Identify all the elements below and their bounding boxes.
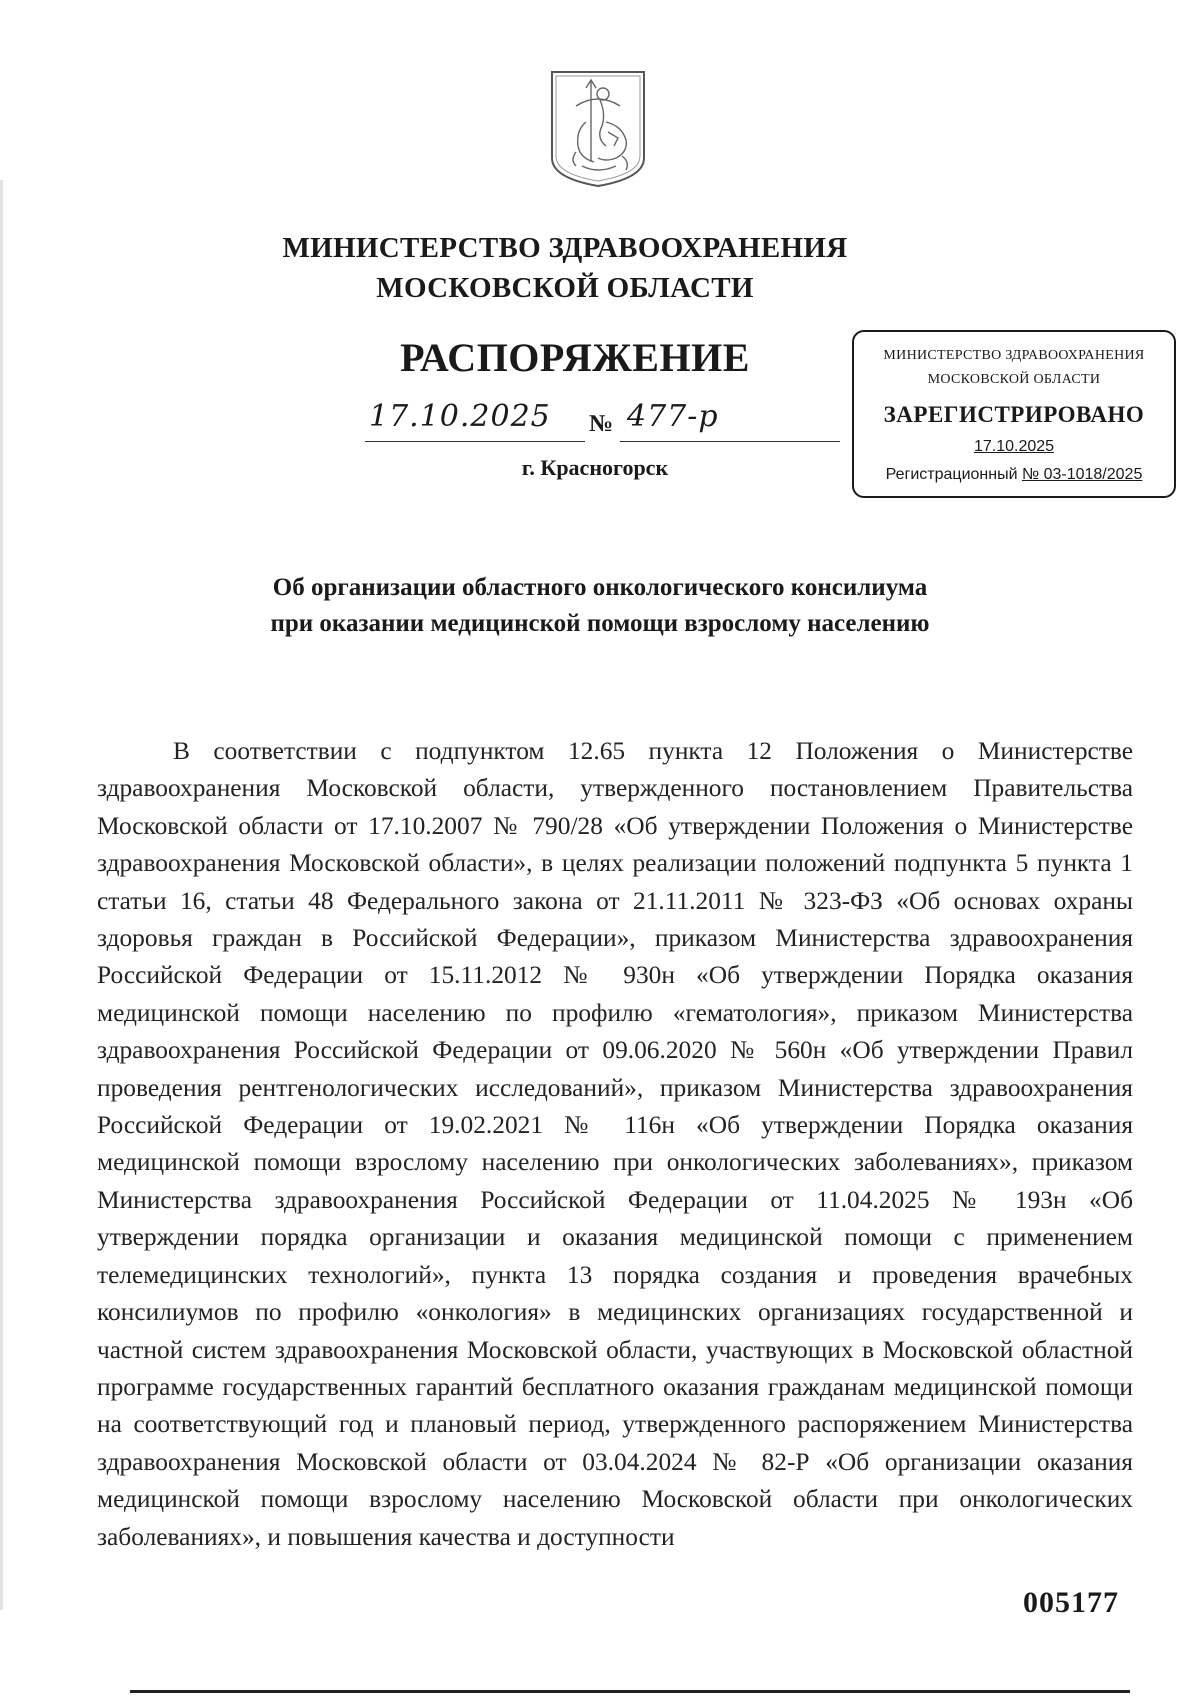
subject-line-1: Об организации областного онкологического консилиума bbox=[272, 574, 928, 601]
scan-edge-shadow bbox=[0, 180, 3, 1610]
stamp-date bbox=[854, 438, 1174, 456]
stamp-reg-label: Регистрационный bbox=[885, 466, 1018, 483]
coat-of-arms-icon bbox=[546, 66, 650, 190]
stamp-org-line-1: МИНИСТЕРСТВО ЗДРАВООХРАНЕНИЯ bbox=[883, 348, 1145, 363]
ministry-line-2: МОСКОВСКОЙ ОБЛАСТИ bbox=[376, 272, 754, 304]
date-number-line bbox=[365, 395, 840, 443]
document-type: РАСПОРЯЖЕНИЕ bbox=[400, 335, 750, 380]
registration-stamp bbox=[852, 330, 1176, 498]
city-label: г. Красногорск bbox=[521, 455, 669, 480]
stamp-status: ЗАРЕГИСТРИРОВАНО bbox=[883, 402, 1145, 427]
ministry-name bbox=[200, 228, 930, 308]
handwritten-date: 17.10.2025 bbox=[369, 399, 551, 434]
bottom-edge-rule bbox=[130, 1690, 1130, 1693]
number-underline bbox=[620, 441, 840, 442]
stamp-date-value: 17.10.2025 bbox=[973, 438, 1055, 455]
ministry-line-1: МИНИСТЕРСТВО ЗДРАВООХРАНЕНИЯ bbox=[282, 232, 848, 264]
stamp-org-line-2: МОСКОВСКОЙ ОБЛАСТИ bbox=[927, 372, 1101, 387]
body-paragraph: В соответствии с подпунктом 12.65 пункта 12 Положения о Министерстве здравоохранения Московской области, утвержденного постановлением Правительства Московской области от 17.10.2007 № 790/28 «Об утверждении Положения о Министерстве здравоохранения Московской области», в целях реализации положений подпункта 5 пункта 1 статьи 16, статьи 48 Федерального закона от 21.11.2011 № 323-ФЗ «Об основах охраны здоровья граждан в Российской Федерации», приказом Министерства здравоохранения Российской Федерации от 15.11.2012 № 930н «Об утверждении Порядка оказания медицинской помощи населению по профилю «гематология», приказом Министерства здравоохранения Российской Федерации от 09.06.2020 № 560н «Об утверждении Правил проведения рентгенологических исследований», приказом Министерства здравоохранения Российской Федерации от 19.02.2021 № 116н «Об утверждении Порядка оказания медицинской помощи взрослому населению при онкологических заболеваниях», приказом Министерства здравоохранения Российской Федерации от 11.04.2025 № 193н «Об утверждении порядка организации и оказания медицинской помощи с применением телемедицинских технологий», пункта 13 порядка создания и проведения врачебных консилиумов по профилю «онкология» в медицинских организациях государственной и частной систем здравоохранения Московской области, участвующих в Московской областной программе государственных гарантий бесплатного оказания гражданам медицинской помощи на соответствующий год и плановый период, утвержденного распоряжением Министерства здравоохранения Московской области от 03.04.2024 № 82-Р «Об организации оказания медицинской помощи взрослому населению Московской области при онкологических заболеваниях», и повышения качества и доступности bbox=[97, 737, 1133, 1551]
subject-line-2: при оказании медицинской помощи взрослому населению bbox=[270, 610, 930, 637]
page-stamp-number: 005177 bbox=[1023, 1586, 1119, 1619]
stamp-registration bbox=[854, 466, 1174, 484]
stamp-reg-number: № 03-1018/2025 bbox=[1021, 466, 1143, 483]
document-subject bbox=[180, 570, 1020, 642]
date-underline bbox=[365, 441, 585, 442]
number-sign: № bbox=[589, 411, 614, 437]
handwritten-number: 477-р bbox=[627, 399, 719, 434]
